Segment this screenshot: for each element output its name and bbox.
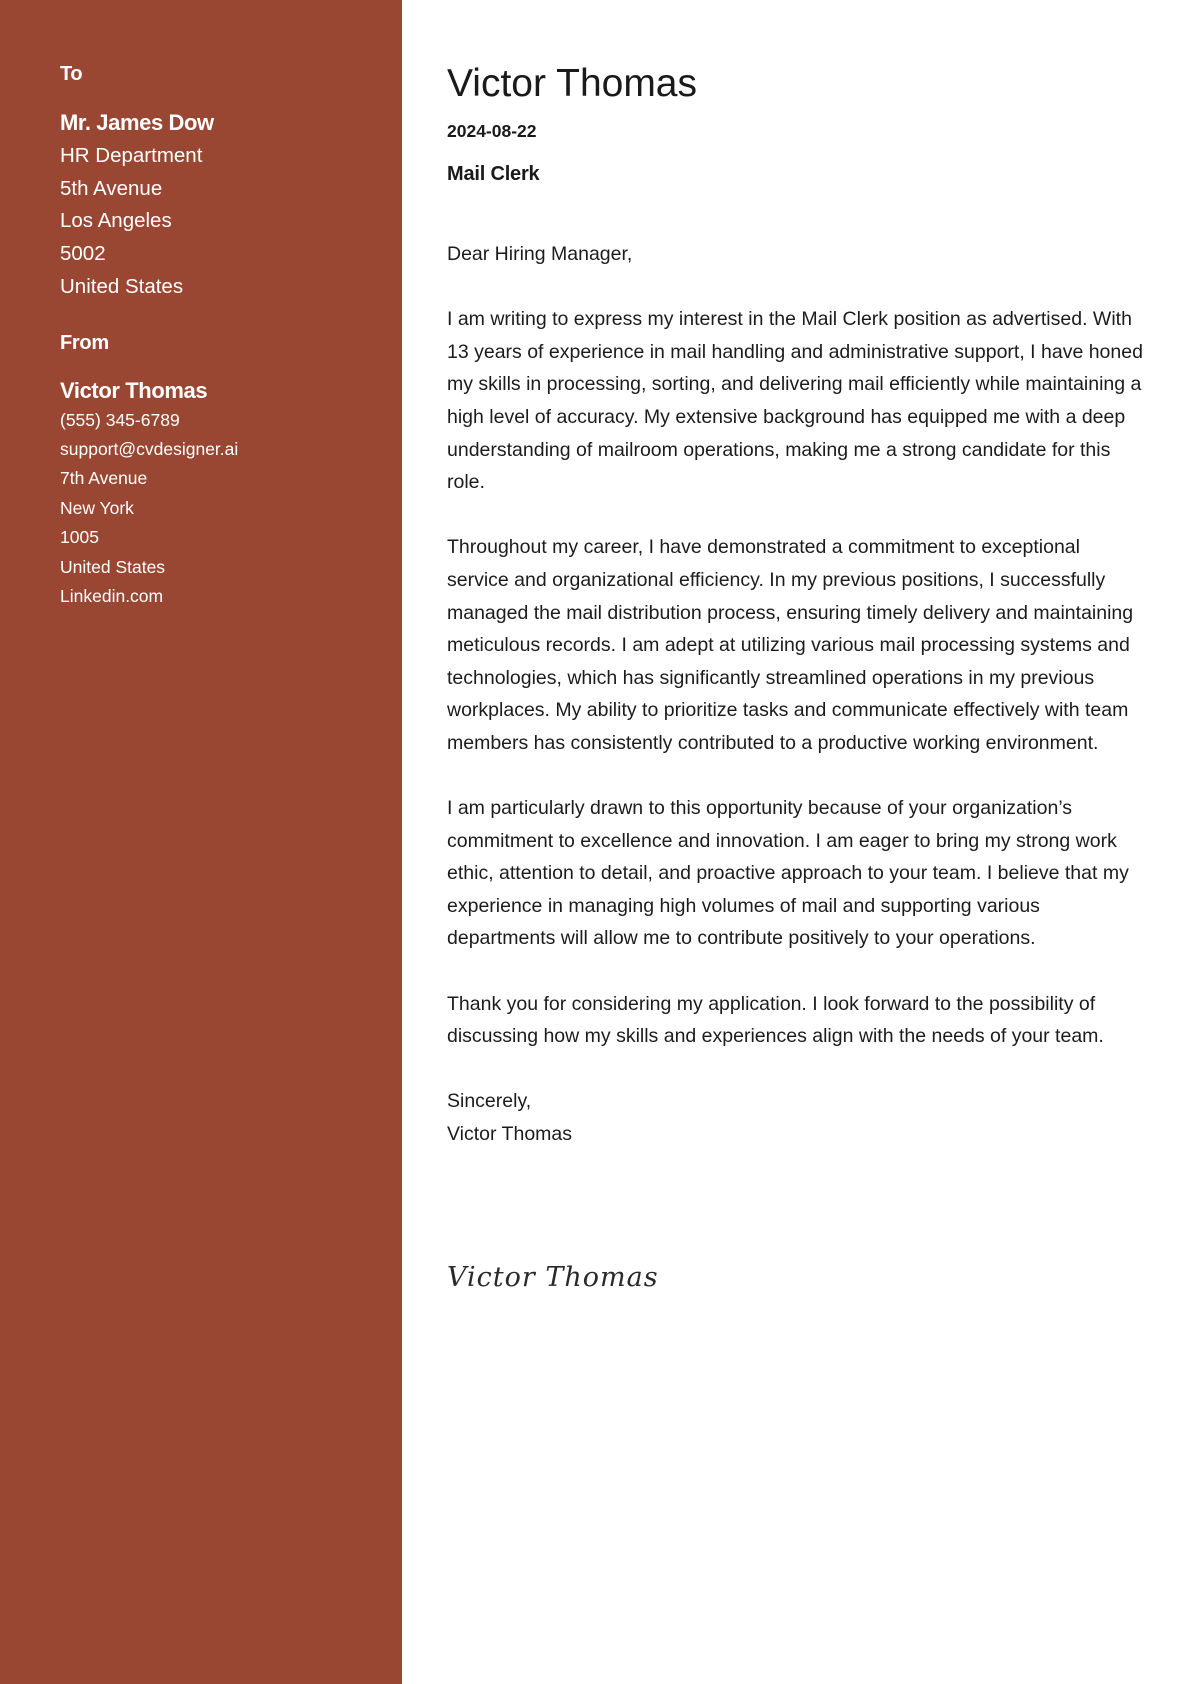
closing-name: Victor Thomas xyxy=(447,1123,572,1146)
from-heading: From xyxy=(60,331,109,354)
sender-website: Linkedin.com xyxy=(60,585,164,606)
sender-street: 7th Avenue xyxy=(60,468,148,489)
recipient-zip: 5002 xyxy=(60,242,106,266)
recipient-city: Los Angeles xyxy=(60,209,172,233)
sender-phone: (555) 345-6789 xyxy=(60,409,180,430)
sender-contact xyxy=(60,406,402,612)
signature: Victor Thomas xyxy=(447,1262,659,1293)
sender-name: Victor Thomas xyxy=(60,377,208,403)
applicant-name: Victor Thomas xyxy=(447,62,697,105)
recipient-address xyxy=(60,140,402,304)
paragraph-2: Throughout my career, I have demonstrated a commitment to exceptional service and organizational efficiency. In my previous positions, I successfully managed the mail distribution process, ensuring timely delivery and maintaining meticulous records. I am adept at utilizing various mail processing systems and technologies, which has significantly streamlined operations in my previous workplaces. My ability to prioritize tasks and communicate effectively with team members has consistently contributed to a productive working environment. xyxy=(447,536,1134,754)
recipient-name: Mr. James Dow xyxy=(60,110,214,135)
paragraph-4: Thank you for considering my application. I look forward to the possibility of discussing how my skills and experiences align with the needs of your team. xyxy=(447,992,1104,1048)
paragraph-1: I am writing to express my interest in the Mail Clerk position as advertised. With 13 years of experience in mail handling and administrative support, I have honed my skills in processing, sorting, and delivering mail efficiently while maintaining a high level of accuracy. My extensive background has equipped me with a deep understanding of mailroom operations, making me a strong candidate for this role. xyxy=(447,308,1143,494)
letter-date: 2024-08-22 xyxy=(447,121,537,141)
position-title: Mail Clerk xyxy=(447,163,540,185)
salutation: Dear Hiring Manager, xyxy=(447,243,633,265)
closing: Sincerely, xyxy=(447,1090,532,1113)
recipient-country: United States xyxy=(60,274,184,298)
sidebar xyxy=(0,0,402,1684)
sender-city: New York xyxy=(60,497,134,518)
to-heading: To xyxy=(60,63,83,85)
sender-email: support@cvdesigner.ai xyxy=(60,438,239,459)
sender-zip: 1005 xyxy=(60,527,99,548)
paragraph-3: I am particularly drawn to this opportunity because of your organization’s commitment to excellence and innovation. I am eager to bring my strong work ethic, attention to detail, and proactive approach to your team. I believe that my experience in managing high volumes of mail and supporting various departments will allow me to contribute positively to your operations. xyxy=(447,797,1129,950)
recipient-street: 5th Avenue xyxy=(60,176,163,200)
sender-country: United States xyxy=(60,556,166,577)
recipient-department: HR Department xyxy=(60,144,203,167)
letter-text xyxy=(447,238,1147,1151)
